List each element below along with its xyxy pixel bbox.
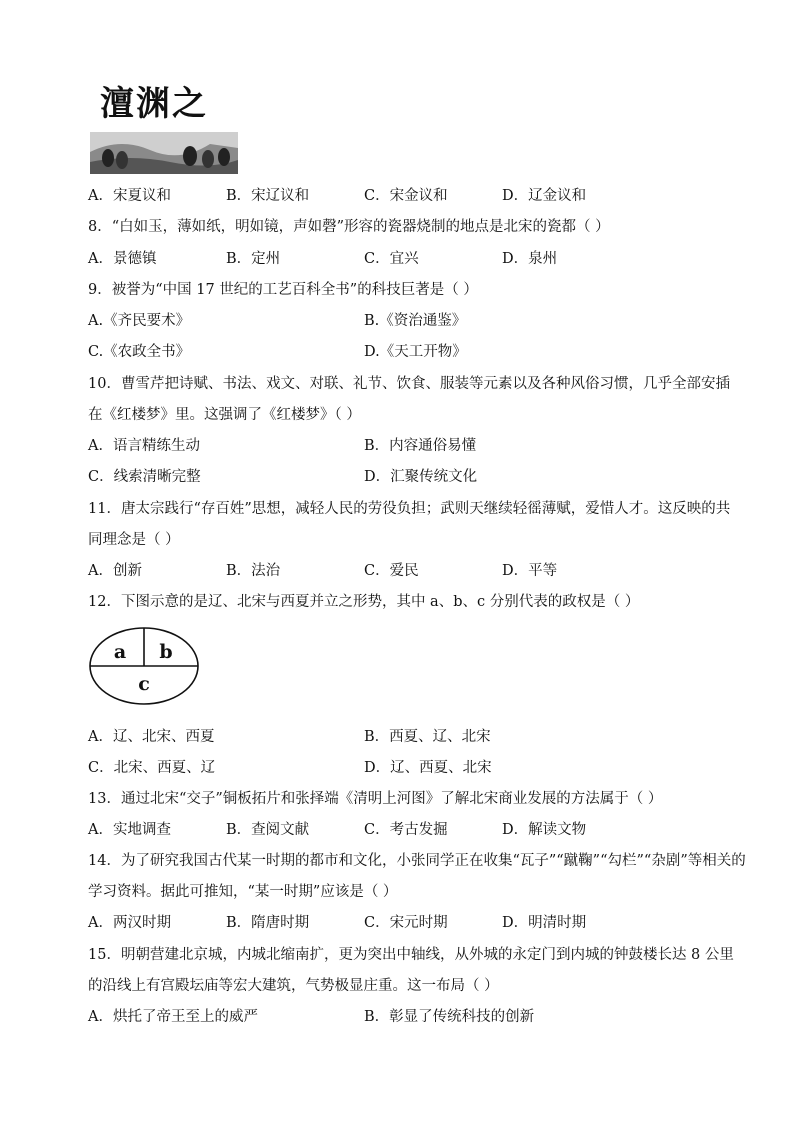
q7-option-b[interactable]: B．宋辽议和 [226,188,310,204]
q8-option-c[interactable]: C．宜兴 [364,251,419,267]
q11-stem-line-2: 同理念是（ ） [88,532,180,548]
q15-option-a[interactable]: A．烘托了帝王至上的威严 [88,1009,258,1025]
q11-option-b[interactable]: B．法治 [226,563,281,579]
diagram-label-a: a [113,641,127,663]
diagram-label-c: c [138,673,150,695]
q11-option-c[interactable]: C．爱民 [364,563,419,579]
q14-option-a[interactable]: A．两汉时期 [88,915,171,931]
image-title: 澶渊之 [100,84,208,124]
q9-option-a[interactable]: A.《齐民要术》 [88,313,191,329]
q8-option-d[interactable]: D．泉州 [502,251,558,267]
q7-option-a[interactable]: A．宋夏议和 [88,188,171,204]
q15-stem-line-2: 的沿线上有宫殿坛庙等宏大建筑，气势极显庄重。这一布局（ ） [88,978,499,994]
q13-stem: 13．通过北宋“交子”铜板拓片和张择端《清明上河图》了解北宋商业发展的方法属于（ ） [88,791,663,807]
q12-option-b[interactable]: B．西夏、辽、北宋 [364,729,491,745]
q15-option-b[interactable]: B．彰显了传统科技的创新 [364,1009,535,1025]
q7-option-c[interactable]: C．宋金议和 [364,188,448,204]
q10-stem-line-2: 在《红楼梦》里。这强调了《红楼梦》（ ） [88,407,361,423]
q13-option-c[interactable]: C．考古发掘 [364,822,448,838]
q9-stem: 9．被誉为“中国 17 世纪的工艺百科全书”的科技巨著是（ ） [88,282,478,298]
q10-option-d[interactable]: D．汇聚传统文化 [364,469,478,485]
q14-stem-line-1: 14．为了研究我国古代某一时期的都市和文化，小张同学正在收集“瓦子”“蹴鞠”“勾栏”“杂剧”等相关的 [88,853,746,869]
q12-option-d[interactable]: D．辽、西夏、北宋 [364,760,492,776]
q14-option-c[interactable]: C．宋元时期 [364,915,448,931]
q10-stem-line-1: 10．曹雪芹把诗赋、书法、戏文、对联、礼节、饮食、服装等元素以及各种风俗习惯，几乎全部安插 [88,376,730,392]
q11-stem-line-1: 11．唐太宗践行“存百姓”思想，减轻人民的劳役负担；武则天继续轻徭薄赋，爱惜人才。这反映的共 [88,501,731,517]
diagram-label-b: b [159,641,173,663]
q11-option-d[interactable]: D．平等 [502,563,558,579]
q12-stem: 12．下图示意的是辽、北宋与西夏并立之形势，其中 a、b、c 分别代表的政权是（ ） [88,594,640,610]
q11-option-a[interactable]: A．创新 [88,563,142,579]
q9-option-b[interactable]: B.《资治通鉴》 [364,313,467,329]
q8-option-b[interactable]: B．定州 [226,251,281,267]
q10-option-c[interactable]: C．线索清晰完整 [88,469,201,485]
historical-painting-image [90,132,238,174]
q13-option-b[interactable]: B．查阅文献 [226,822,310,838]
q13-option-d[interactable]: D．解读文物 [502,822,587,838]
q12-option-a[interactable]: A．辽、北宋、西夏 [88,729,215,745]
q15-stem-line-1: 15．明朝营建北京城，内城北缩南扩，更为突出中轴线，从外城的永定门到内城的钟鼓楼长达 8 公里 [88,947,734,963]
q7-option-d[interactable]: D．辽金议和 [502,188,587,204]
q14-stem-line-2: 学习资料。据此可推知，“某一时期”应该是（ ） [88,884,398,900]
q8-option-a[interactable]: A．景德镇 [88,251,157,267]
q14-option-d[interactable]: D．明清时期 [502,915,587,931]
q8-stem: 8．“白如玉，薄如纸，明如镜，声如磬”形容的瓷器烧制的地点是北宋的瓷都（ ） [88,219,610,235]
q12-diagram [88,626,200,706]
q10-option-b[interactable]: B．内容通俗易懂 [364,438,477,454]
q14-option-b[interactable]: B．隋唐时期 [226,915,310,931]
q10-option-a[interactable]: A．语言精练生动 [88,438,200,454]
q12-option-c[interactable]: C．北宋、西夏、辽 [88,760,216,776]
q13-option-a[interactable]: A．实地调查 [88,822,171,838]
q9-option-d[interactable]: D.《天工开物》 [364,344,467,360]
treaty-image [90,78,238,174]
q9-option-c[interactable]: C.《农政全书》 [88,344,191,360]
